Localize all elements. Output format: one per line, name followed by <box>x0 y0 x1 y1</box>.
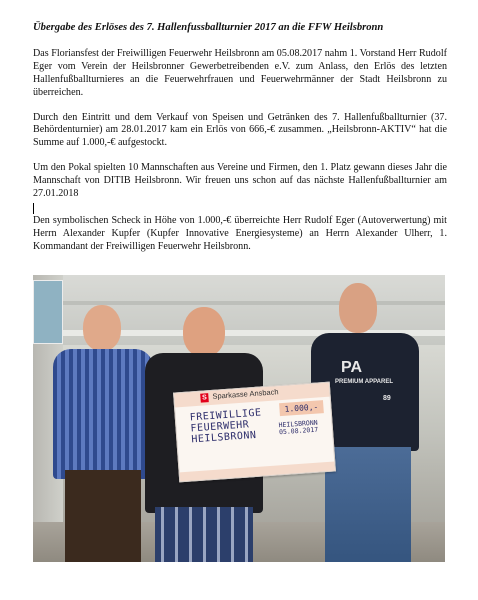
document-title: Übergabe des Erlöses des 7. Hallenfussballturnier 2017 an die FFW Heilsbronn <box>33 22 384 33</box>
paragraph-tournament: Um den Pokal spielten 10 Mannschaften aus Vereine und Firmen, den 1. Platz gewann dieses Jahr die Mannschaft von DITIB Heilsbronn. Wir freuen uns schon auf das nächste Hallenfußballturnier am 27.01.2018 <box>33 162 447 200</box>
text-cursor[interactable] <box>33 203 34 214</box>
person-right-jeans <box>325 447 411 562</box>
paragraph-proceeds: Durch den Eintritt und dem Verkauf von Speisen und Getränken des 7. Hallenfußballturnier (37. Behördenturnier) am 28.01.2017 kam ein Erlös von 666,-€ zusammen. „Heilsbronn-AKTIV“ hat die Summe auf 1.000,-€ aufgestockt. <box>33 111 447 149</box>
cheque-bank-name: Sparkasse Ansbach <box>212 387 279 401</box>
person-left-lederhosen <box>65 470 141 562</box>
window <box>33 280 63 344</box>
paragraph-handover: Den symbolischen Scheck in Höhe von 1.000,-€ überreichte Herr Rudolf Eger (Autoverwertung) mit Herrn Alexander Kupfer (Kupfer Innovative Energiesysteme) an Herrn Alexander Ulherr, 1. Kommandant der Freiwilligen Feuerwehr Heilsbronn. <box>33 214 447 252</box>
donation-cheque <box>173 382 336 483</box>
cheque-amount: 1.000,- <box>279 400 324 416</box>
cheque-payee <box>189 406 277 445</box>
cheque-handover-photo <box>33 275 445 562</box>
shirt-print-main: PA <box>341 359 363 376</box>
shirt-print-sub: PREMIUM APPAREL <box>335 379 394 385</box>
person-right-head <box>339 283 377 333</box>
person-left-checked-shirt <box>53 349 153 479</box>
person-middle-shorts <box>155 507 253 562</box>
document-body <box>33 22 447 266</box>
paragraph-intro: Das Floriansfest der Freiwilligen Feuerwehr Heilsbronn am 05.08.2017 nahm 1. Vorstand Herr Rudolf Eger vom Verein der Heilsbronner Gewerbetreibenden e.V. zum Anlass, den Erlös des letzten Hallenfußballturnieres an die Feuerwehrfrauen und Feuerwehrmänner der Stadt Heilsbronn zu überreichen. <box>33 47 447 98</box>
cheque-place-date: HEILSBRONN 05.08.2017 <box>278 418 319 437</box>
shirt-print-number: 89 <box>383 395 391 402</box>
cheque-payee-line: HEILSBRONN <box>191 429 257 446</box>
cheque-payee-line: FREIWILLIGE <box>189 407 262 424</box>
cheque-payee-line: FEUERWEHR <box>190 419 250 435</box>
ceiling-beam <box>33 301 445 305</box>
person-left-head <box>83 305 121 351</box>
person-middle-head <box>183 307 225 357</box>
sparkasse-logo-icon: S <box>201 394 208 402</box>
